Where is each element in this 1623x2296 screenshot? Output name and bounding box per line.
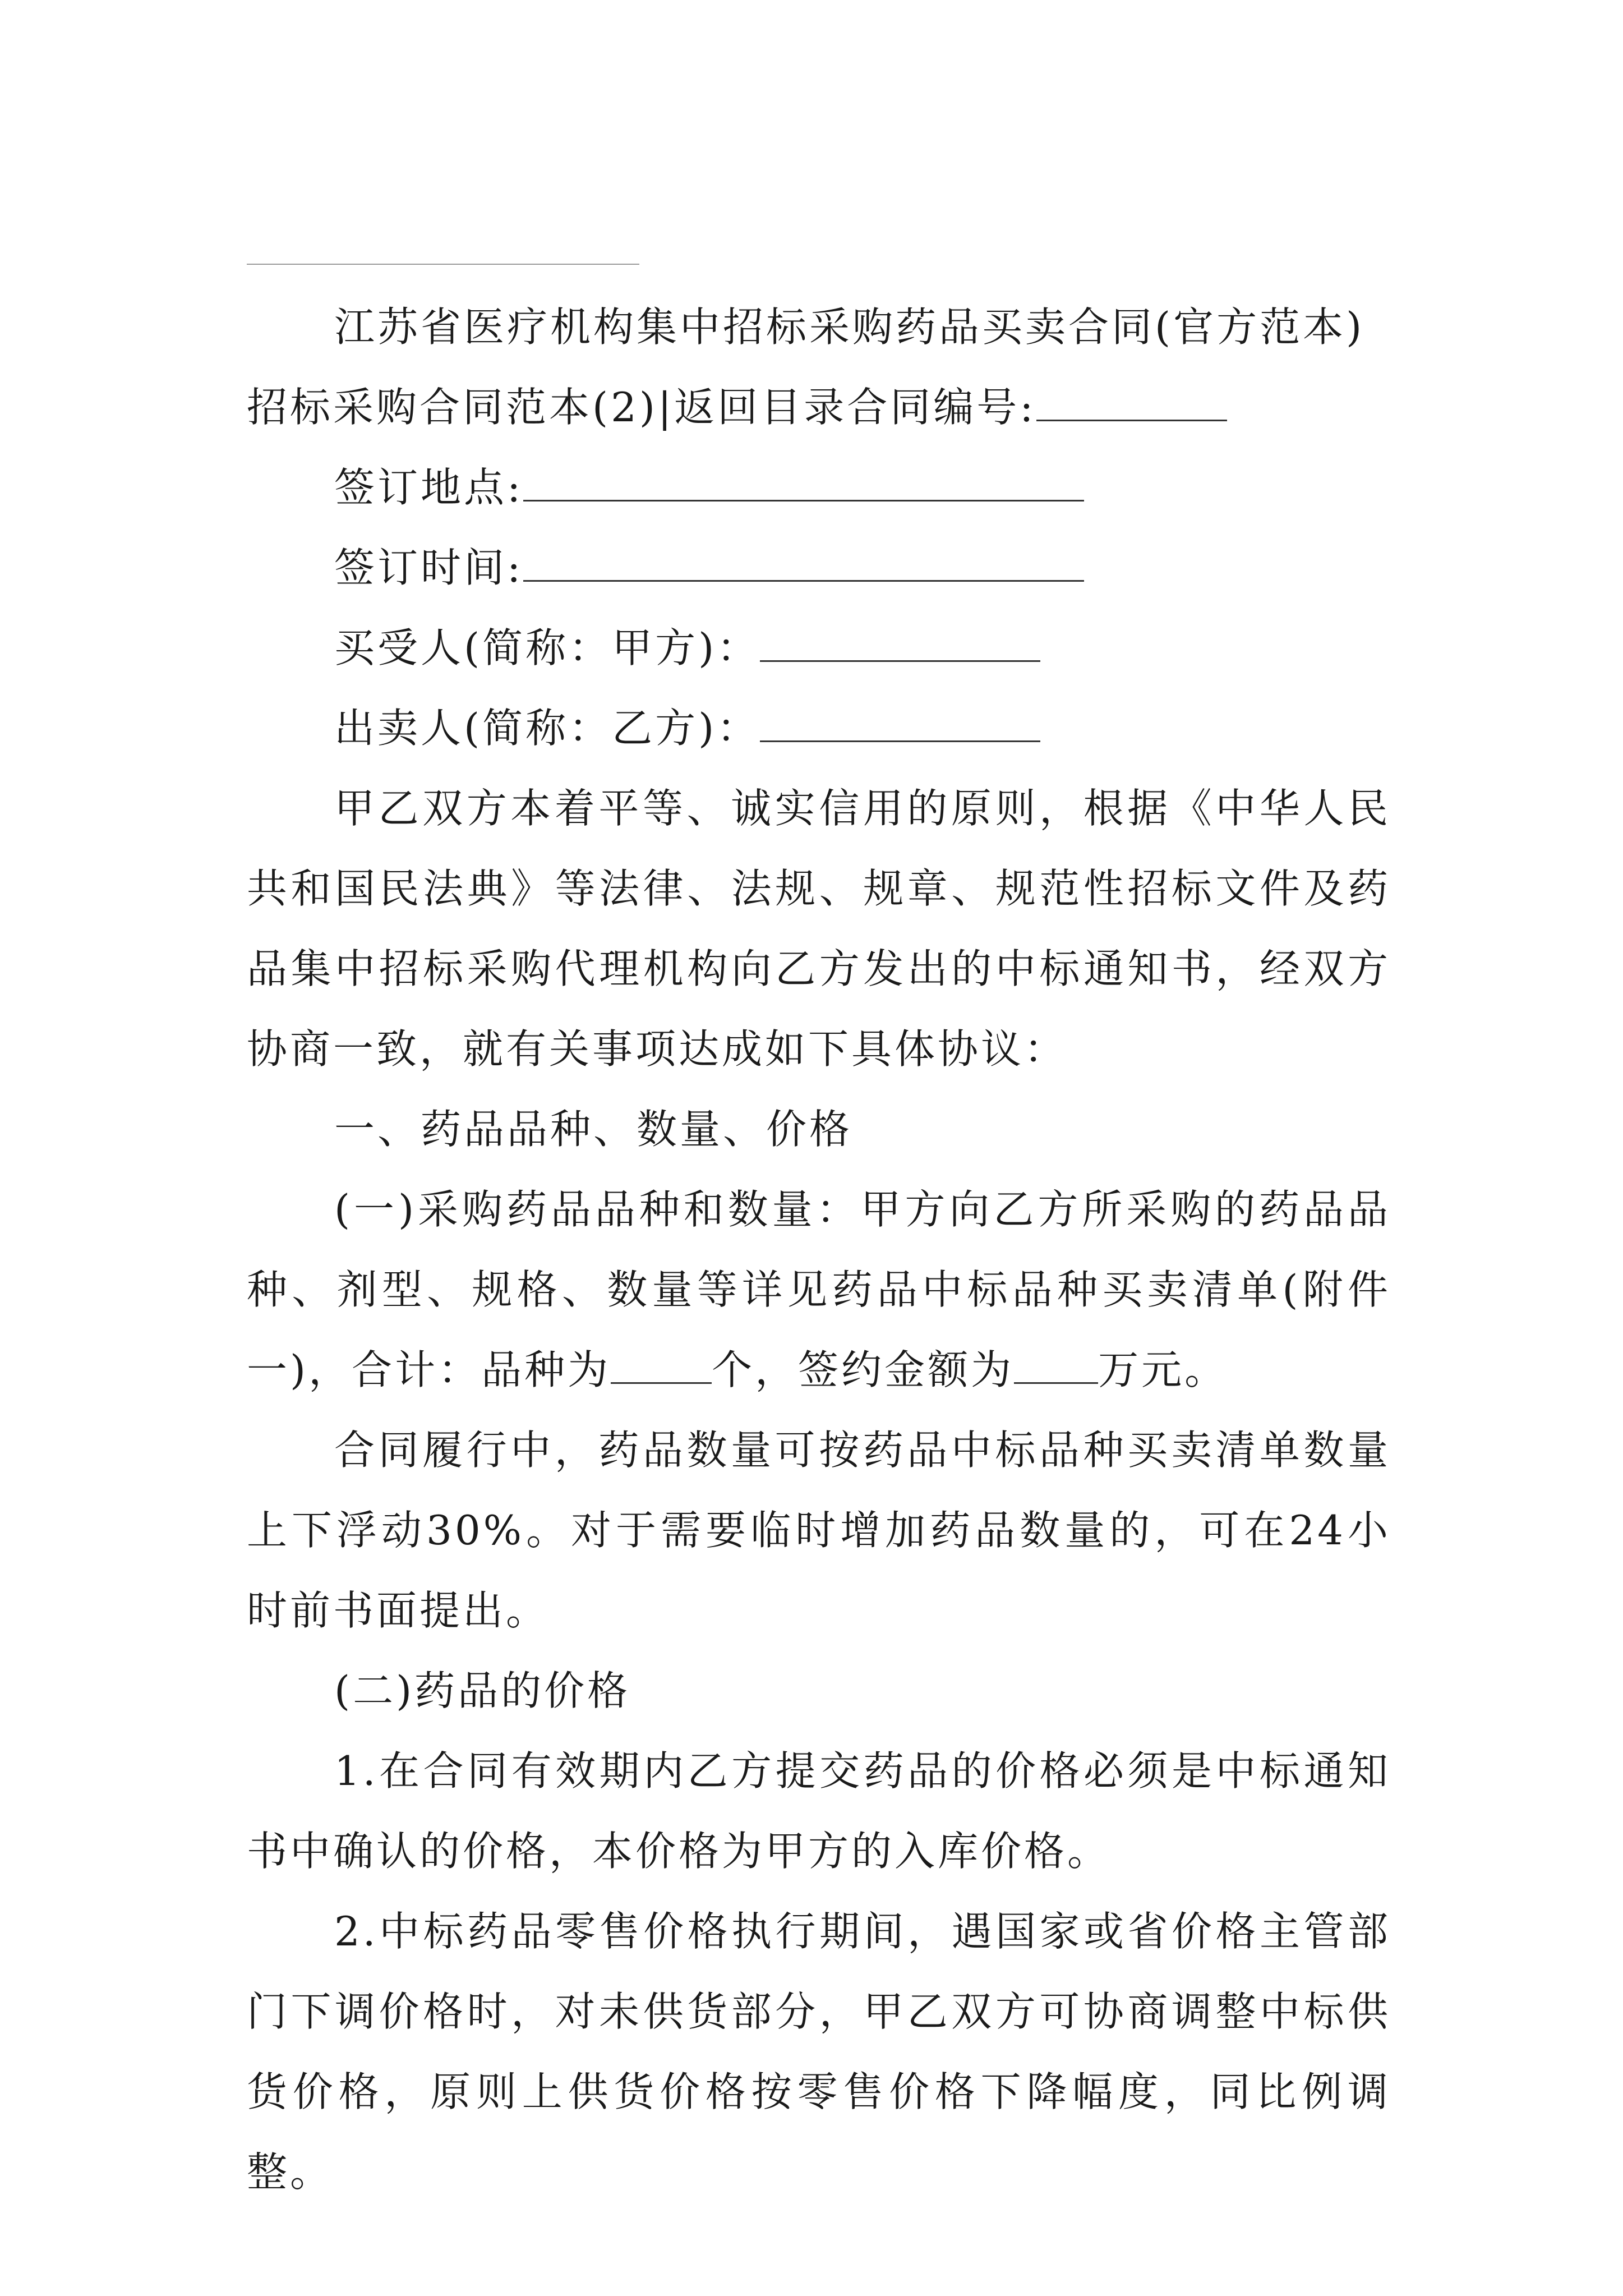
buyer-label: 买受人(简称：甲方)： (334, 624, 760, 671)
preamble-paragraph: 甲乙双方本着平等、诚实信用的原则，根据《中华人民共和国民法典》等法律、法规、规章、规范性招标文件及药品集中招标采购代理机构向乙方发出的中标通知书，经双方协商一致，就有关事项达成如下具体协议： (247, 785, 1391, 1073)
subsection-1-text-b: 个，签约金额为 (712, 1346, 1015, 1393)
subtitle-line (247, 367, 1391, 448)
sign-place-label: 签订地点: (334, 464, 524, 511)
subsection-1-paragraph (247, 1170, 1391, 1410)
subsection-2-heading: (二)药品的价格 (334, 1667, 631, 1714)
section-1-heading: 一、药品品种、数量、价格 (334, 1106, 853, 1153)
document-title-text: 江苏省医疗机构集中招标采购药品买卖合同(官方范本) (334, 303, 1365, 351)
price-item-2: 2.中标药品零售价格执行期间，遇国家或省价格主管部门下调价格时，对未供货部分，甲乙双方可协商调整中标供货价格，原则上供货价格按零售价格下降幅度，同比例调整。 (247, 1908, 1391, 2196)
document-title (247, 287, 1391, 367)
subsection-1-text-c: 万元。 (1098, 1346, 1228, 1393)
header-rule (247, 264, 639, 265)
sign-time-blank[interactable] (523, 546, 1084, 582)
subtitle-text: 招标采购合同范本(2)|返回目录合同编号: (247, 384, 1036, 431)
seller-row (247, 688, 1391, 769)
sign-time-label: 签订时间: (334, 544, 524, 591)
buyer-blank[interactable] (760, 627, 1040, 662)
sign-time-row (247, 528, 1391, 608)
sign-place-row (247, 448, 1391, 528)
seller-blank[interactable] (760, 707, 1040, 742)
subsection-1-text-a: (一)采购药品品种和数量：甲方向乙方所采购的药品品种、剂型、规格、数量等详见药品中标品种买卖清单(附件一)，合计：品种为 (247, 1186, 1391, 1393)
seller-label: 出卖人(简称：乙方)： (334, 705, 760, 752)
contract-number-blank[interactable] (1036, 386, 1227, 421)
contract-body (247, 287, 1391, 2212)
sign-place-blank[interactable] (523, 466, 1084, 501)
contract-amount-blank[interactable] (1014, 1349, 1098, 1384)
price-item-1: 1.在合同有效期内乙方提交药品的价格必须是中标通知书中确认的价格，本价格为甲方的入库价格。 (247, 1747, 1391, 1875)
quantity-float-paragraph: 合同履行中，药品数量可按药品中标品种买卖清单数量上下浮动30%。对于需要临时增加药品数量的，可在24小时前书面提出。 (247, 1427, 1391, 1634)
variety-count-blank[interactable] (611, 1349, 712, 1384)
buyer-row (247, 608, 1391, 688)
